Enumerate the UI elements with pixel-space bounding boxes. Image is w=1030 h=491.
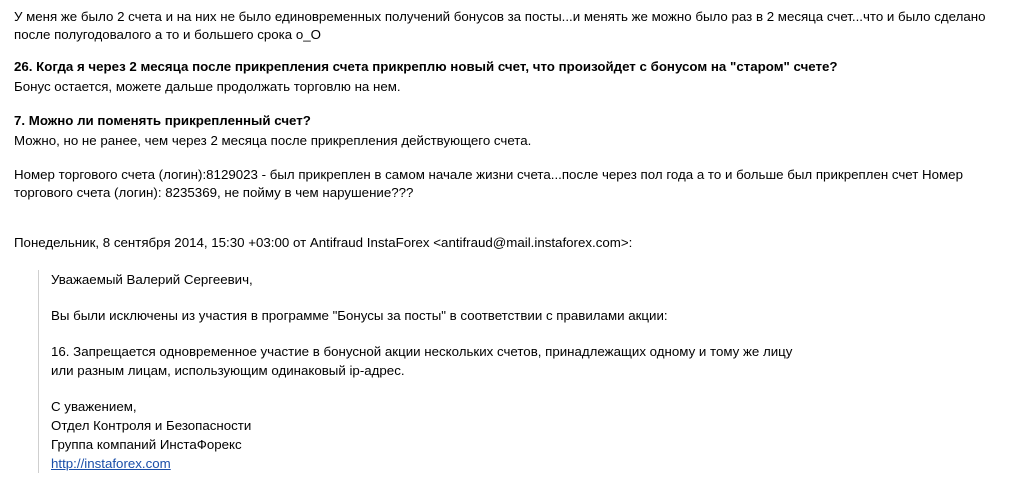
quote-website-line [51, 454, 1016, 473]
quote-company: Группа компаний ИнстаФорекс [51, 437, 242, 452]
quote-greeting: Уважаемый Валерий Сергеевич, [51, 272, 253, 287]
quote-signoff: С уважением, [51, 399, 137, 414]
quote-exclusion-line: Вы были исключены из участия в программе "Бонусы за посты" в соответствии с правилами акции: [51, 308, 668, 323]
question-7: 7. Можно ли поменять прикрепленный счет? [14, 113, 311, 128]
quote-rule-line-1: 16. Запрещается одновременное участие в бонусной акции нескольких счетов, принадлежащих одному и тому же лицу [51, 344, 793, 359]
quote-department: Отдел Контроля и Безопасности [51, 418, 252, 433]
spacer [14, 216, 1016, 234]
quote-rule-line-2: или разным лицам, использующим одинаковый ip-адрес. [51, 363, 405, 378]
accounts-note: Номер торгового счета (логин):8129023 - был прикреплен в самом начале жизни счета...после через пол года а то и больше был прикреплен счет Номер торгового счета (логин): 8235369, не пойму в чем нарушение??? [14, 167, 963, 200]
question-26: 26. Когда я через 2 месяца после прикрепления счета прикреплю новый счет, что произойдет с бонусом на "старом" счете? [14, 59, 838, 74]
instaforex-link[interactable]: http://instaforex.com [51, 456, 171, 471]
quoted-block [38, 270, 1016, 473]
quote-header: Понедельник, 8 сентября 2014, 15:30 +03:00 от Antifraud InstaForex <antifraud@mail.instaforex.com>: [14, 235, 633, 250]
intro-paragraph: У меня же было 2 счета и на них не было единовременных получений бонусов за посты...и менять же можно было раз в 2 месяца счет...что и было сделано после полугодовалого а то и большего срока о_О [14, 9, 986, 42]
answer-26: Бонус остается, можете дальше продолжать торговлю на нем. [14, 79, 401, 94]
answer-7: Можно, но не ранее, чем через 2 месяца после прикрепления действующего счета. [14, 133, 532, 148]
